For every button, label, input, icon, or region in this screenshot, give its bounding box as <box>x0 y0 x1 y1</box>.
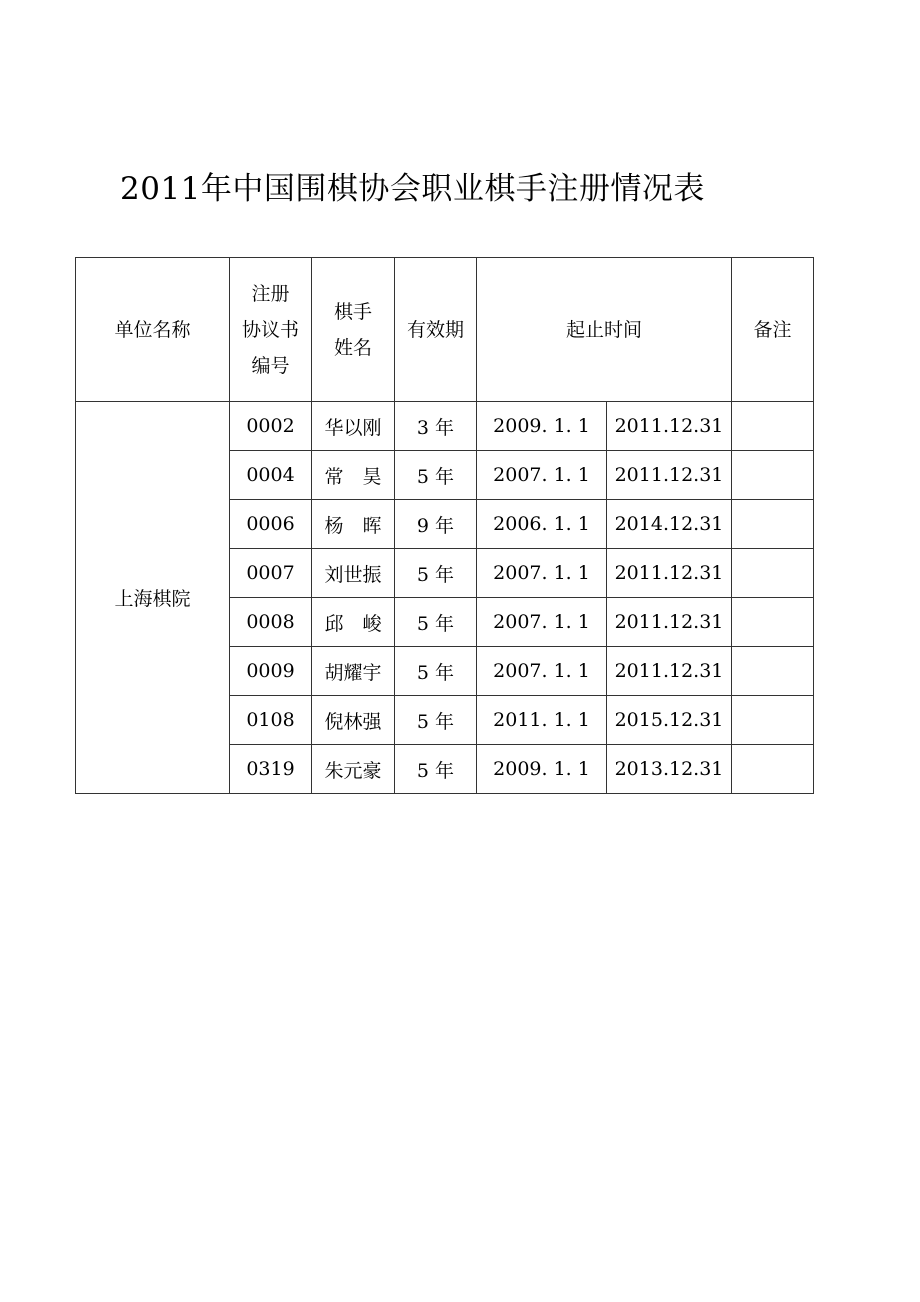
player-name-cell: 华以刚 <box>312 402 395 451</box>
remark-cell <box>732 598 814 647</box>
agreement-no-cell: 0004 <box>230 451 312 500</box>
start-date-cell: 2007. 1. 1 <box>477 598 607 647</box>
validity-cell: 5 年 <box>395 696 477 745</box>
header-agreement-line: 协议书 <box>241 318 299 341</box>
end-date-cell: 2011.12.31 <box>607 549 732 598</box>
remark-cell <box>732 500 814 549</box>
header-period: 起止时间 <box>477 258 732 402</box>
start-date-cell: 2007. 1. 1 <box>477 549 607 598</box>
end-date-cell: 2011.12.31 <box>607 598 732 647</box>
header-row <box>76 258 814 402</box>
player-name-cell: 邱 峻 <box>312 598 395 647</box>
header-agreement-line: 注册 <box>251 282 290 305</box>
validity-cell: 5 年 <box>395 451 477 500</box>
player-name-cell: 朱元豪 <box>312 745 395 794</box>
header-player-line: 棋手 <box>333 300 372 323</box>
start-date-cell: 2007. 1. 1 <box>477 451 607 500</box>
start-date-cell: 2009. 1. 1 <box>477 402 607 451</box>
start-date-cell: 2006. 1. 1 <box>477 500 607 549</box>
page-title: 2011年中国围棋协会职业棋手注册情况表 <box>120 171 705 207</box>
validity-cell: 5 年 <box>395 549 477 598</box>
end-date-cell: 2011.12.31 <box>607 402 732 451</box>
validity-cell: 5 年 <box>395 647 477 696</box>
registration-table <box>75 257 814 794</box>
header-validity: 有效期 <box>395 258 477 402</box>
validity-cell: 9 年 <box>395 500 477 549</box>
player-name-cell: 倪林强 <box>312 696 395 745</box>
start-date-cell: 2009. 1. 1 <box>477 745 607 794</box>
remark-cell <box>732 549 814 598</box>
remark-cell <box>732 696 814 745</box>
validity-cell: 5 年 <box>395 745 477 794</box>
header-remarks: 备注 <box>732 258 814 402</box>
end-date-cell: 2015.12.31 <box>607 696 732 745</box>
table-row <box>76 402 814 451</box>
header-player-name <box>312 258 395 402</box>
remark-cell <box>732 451 814 500</box>
agreement-no-cell: 0008 <box>230 598 312 647</box>
start-date-cell: 2007. 1. 1 <box>477 647 607 696</box>
start-date-cell: 2011. 1. 1 <box>477 696 607 745</box>
header-unit: 单位名称 <box>76 258 230 402</box>
remark-cell <box>732 647 814 696</box>
player-name-cell: 常 昊 <box>312 451 395 500</box>
agreement-no-cell: 0108 <box>230 696 312 745</box>
unit-name-cell: 上海棋院 <box>76 402 230 794</box>
end-date-cell: 2014.12.31 <box>607 500 732 549</box>
agreement-no-cell: 0319 <box>230 745 312 794</box>
end-date-cell: 2011.12.31 <box>607 451 732 500</box>
validity-cell: 5 年 <box>395 598 477 647</box>
end-date-cell: 2011.12.31 <box>607 647 732 696</box>
remark-cell <box>732 402 814 451</box>
player-name-cell: 杨 晖 <box>312 500 395 549</box>
header-player-line: 姓名 <box>333 336 372 359</box>
agreement-no-cell: 0007 <box>230 549 312 598</box>
end-date-cell: 2013.12.31 <box>607 745 732 794</box>
player-name-cell: 胡耀宇 <box>312 647 395 696</box>
agreement-no-cell: 0002 <box>230 402 312 451</box>
remark-cell <box>732 745 814 794</box>
header-agreement-line: 编号 <box>251 354 290 377</box>
validity-cell: 3 年 <box>395 402 477 451</box>
agreement-no-cell: 0006 <box>230 500 312 549</box>
agreement-no-cell: 0009 <box>230 647 312 696</box>
player-name-cell: 刘世振 <box>312 549 395 598</box>
header-agreement-no <box>230 258 312 402</box>
